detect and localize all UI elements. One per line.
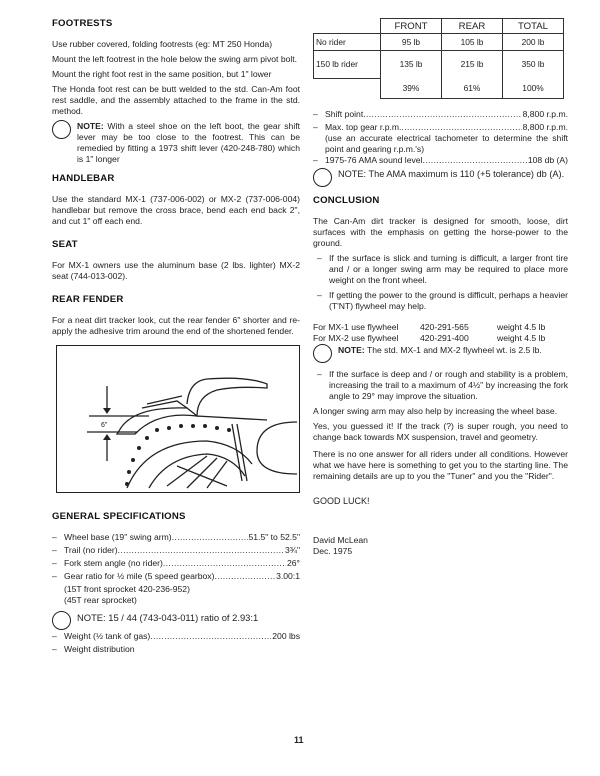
good-luck: GOOD LUCK! — [313, 496, 370, 506]
handlebar-text: Use the standard MX-1 (737-006-002) or MX-2 (737-006-004) handlebar but remove the cross brace, bend each end back 2", and cut 1" off each end. — [52, 194, 300, 226]
note-text: The AMA maximum is 110 (+5 tolerance) db (A). — [368, 169, 565, 179]
spec-item: – Wheel base (19" swing arm) . . . 51.5" to 52.5" — [52, 532, 300, 543]
conclusion-bullet: – If getting the power to the ground is difficult, perhaps a heavier (T'NT) flywheel may help. — [317, 290, 568, 311]
spec-item: – Fork stem angle (no rider) . . . 26° — [52, 558, 300, 569]
max-rpm-note: (use an accurate electrical tachometer to determine the shift point and gearing r.p.m.'s) — [325, 133, 568, 154]
max-rpm: – Max. top gear r.p.m. . . . 8,800 r.p.m. — [313, 122, 568, 133]
note-circle-icon — [313, 168, 332, 187]
flywheel-note — [313, 345, 568, 363]
author-date: Dec. 1975 — [313, 546, 353, 556]
rear-fender-text: For a neat dirt tracker look, cut the rear fender 6" shorter and re-apply the adhesive trim around the end of the shortened fender. — [52, 315, 300, 336]
flywheel-row: For MX-2 use flywheel 420-291-400 weight 4.5 lb — [313, 333, 546, 343]
page-number: 11 — [294, 735, 304, 745]
table-row — [314, 34, 564, 51]
seat-heading: SEAT — [52, 239, 78, 250]
conclusion-para: There is no one answer for all riders under all conditions. However what we have here is something to get you to the starting line. The remaining details are up to you the "Tuner" and you the "Rider". — [313, 449, 568, 481]
table-row — [314, 79, 564, 99]
table-cell: 100% — [503, 79, 564, 99]
specs-note — [52, 612, 300, 630]
conclusion-bullet: – If the surface is deep and / or rough and stability is a problem, increasing the trail to a maximum of 4½" by increasing the fork angle to 29° may improve the situation. — [317, 369, 568, 401]
ama-note — [313, 169, 568, 187]
rear-fender-heading: REAR FENDER — [52, 294, 124, 305]
author-name: David McLean — [313, 535, 368, 545]
table-cell: 350 lb — [503, 51, 564, 79]
footrests-heading: FOOTRESTS — [52, 18, 113, 29]
conclusion-bullet: – If the surface is slick and turning is difficult, a larger front tire and / or a longer swing arm may be required to place more weight on the front wheel. — [317, 253, 568, 285]
gear-sub-rear: (45T rear sprocket) — [64, 595, 137, 605]
footrests-note — [52, 121, 300, 165]
table-header: TOTAL — [503, 19, 564, 34]
right-column — [313, 18, 568, 557]
note-circle-icon — [313, 344, 332, 363]
gear-sub-front: (15T front sprocket 420-236-952) — [64, 584, 190, 594]
sound-level: – 1975-76 AMA sound level . . . 108 db (A) — [313, 155, 568, 166]
specs-heading: GENERAL SPECIFICATIONS — [52, 511, 186, 522]
shift-point: – Shift point . . . 8,800 r.p.m. — [313, 109, 568, 120]
conclusion-heading: CONCLUSION — [313, 195, 380, 206]
note-text: The std. MX-1 and MX-2 flywheel wt. is 2.5 lb. — [366, 345, 542, 355]
motorcycle-rear-drawing — [57, 346, 299, 492]
footrests-para: The Honda foot rest can be butt welded to the std. Can-Am foot rest saddle, and the assembly attached to the frame in the std. method. — [52, 84, 300, 116]
note-label: NOTE: — [338, 169, 367, 179]
table-header-row — [314, 19, 564, 34]
table-header: REAR — [442, 19, 503, 34]
table-cell: 200 lb — [503, 34, 564, 51]
flywheel-row: For MX-1 use flywheel 420-291-565 weight 4.5 lb — [313, 322, 546, 332]
seat-text: For MX-1 owners use the aluminum base (2 lbs. lighter) MX-2 seat (744-013-002). — [52, 260, 300, 281]
note-label: NOTE: — [77, 612, 106, 623]
figure-dimension-label: 6" — [101, 422, 108, 429]
spec-item: – Weight (½ tank of gas) . . . 200 lbs — [52, 631, 300, 642]
note-text: 15 / 44 (743-043-011) ratio of 2.93:1 — [108, 612, 259, 623]
table-cell: 105 lb — [442, 34, 503, 51]
conclusion-intro: The Can-Am dirt tracker is designed for smooth, loose, dirt surfaces with the emphasis on getting the horse-power to the ground. — [313, 216, 568, 248]
table-cell: 215 lb — [442, 51, 503, 79]
note-text: With a steel shoe on the left boot, the gear shift lever may be too close to the footrest. This can be remedied by fitting a 1973 shift lever (420-248-780) which is 1" longer — [77, 121, 300, 164]
note-circle-icon — [52, 120, 71, 139]
note-label: NOTE: — [77, 121, 104, 131]
spec-item: – Gear ratio for ½ mile (5 speed gearbox) . . . 3.00:1 — [52, 571, 300, 582]
table-row — [314, 51, 564, 79]
table-header: FRONT — [381, 19, 442, 34]
note-circle-icon — [52, 611, 71, 630]
spec-item: – Trail (no rider) . . . 3¾" — [52, 545, 300, 556]
weight-distribution-table — [313, 18, 564, 99]
table-cell: 61% — [442, 79, 503, 99]
footrests-para: Mount the left footrest in the hole below the swing arm pivot bolt. — [52, 54, 298, 64]
row-label: 150 lb rider — [314, 51, 381, 79]
conclusion-para: A longer swing arm may also help by increasing the wheel base. — [313, 406, 558, 416]
table-cell: 39% — [381, 79, 442, 99]
footrests-para: Mount the right foot rest in the same position, but 1" lower — [52, 69, 272, 79]
table-cell: 95 lb — [381, 34, 442, 51]
table-cell: 135 lb — [381, 51, 442, 79]
note-label: NOTE: — [338, 345, 365, 355]
row-label: No rider — [314, 34, 381, 51]
footrests-para: Use rubber covered, folding footrests (eg: MT 250 Honda) — [52, 39, 273, 49]
handlebar-heading: HANDLEBAR — [52, 173, 115, 184]
spec-item: – Weight distribution — [52, 644, 135, 654]
conclusion-para: Yes, you guessed it! If the track (?) is super rough, you need to change back towards MX suspension, travel and geometry. — [313, 421, 568, 442]
rear-fender-illustration — [56, 345, 300, 493]
left-column — [52, 18, 300, 657]
